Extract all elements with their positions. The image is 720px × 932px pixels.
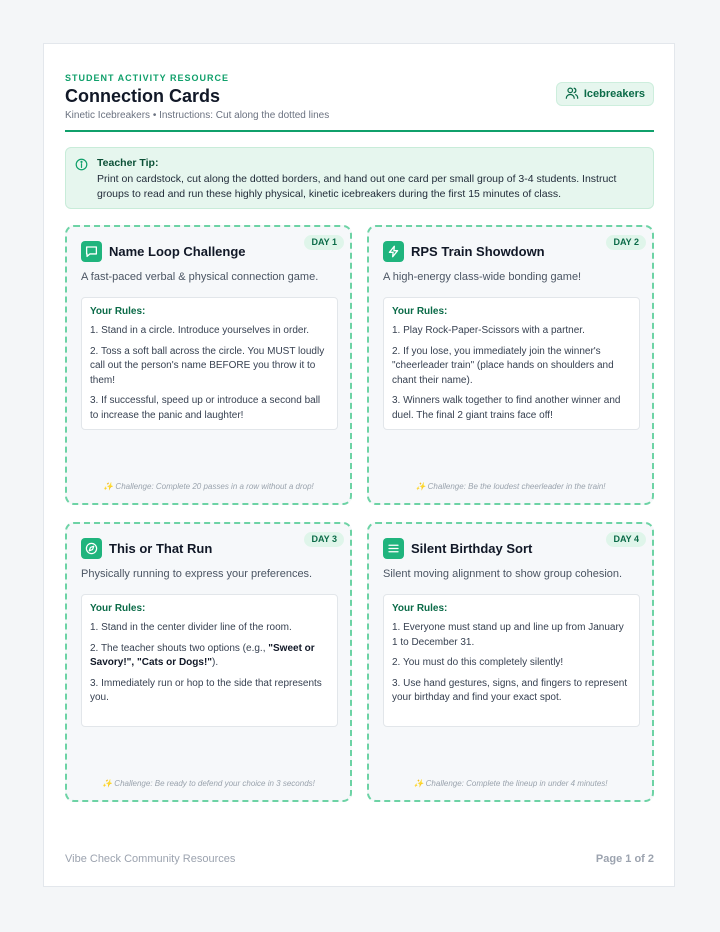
rule-text-end: ). xyxy=(212,657,219,668)
rule-item: 2. If you lose, you immediately join the winner's "cheerleader train" (place hands on shoulders and chant their name). xyxy=(392,345,614,386)
challenge-text: ✨ Challenge: Be ready to defend your choice in 3 seconds! xyxy=(102,779,315,788)
card-title: RPS Train Showdown xyxy=(411,244,545,259)
activity-card-day-3 xyxy=(65,522,352,802)
page-number: Page 1 of 2 xyxy=(595,853,654,865)
rule-item: 1. Stand in the center divider line of the room. xyxy=(90,622,292,633)
info-icon xyxy=(75,158,88,177)
lightning-icon xyxy=(383,241,404,262)
icebreakers-badge xyxy=(556,82,654,106)
rule-item: 2. Toss a soft ball across the circle. You MUST loudly call out the person's name BEFORE you throw it to them! xyxy=(90,345,325,386)
rule-item: 3. If successful, speed up or introduce a second ball to increase the panic and laughter! xyxy=(90,395,321,421)
card-title: This or That Run xyxy=(109,541,213,556)
card-description: Silent moving alignment to show group cohesion. xyxy=(383,568,623,580)
rule-item xyxy=(90,642,329,671)
header-divider xyxy=(65,130,654,132)
users-icon xyxy=(565,86,579,103)
card-description: A high-energy class-wide bonding game! xyxy=(383,271,582,283)
rule-item: 1. Everyone must stand up and line up from January 1 to December 31. xyxy=(392,622,624,648)
card-title: Silent Birthday Sort xyxy=(411,541,533,556)
list-icon xyxy=(383,538,404,559)
rules-title: Your Rules: xyxy=(392,306,448,317)
day-badge: DAY 2 xyxy=(606,235,646,250)
activity-card-day-1 xyxy=(65,225,352,505)
activity-card-day-2 xyxy=(367,225,654,505)
challenge-text: ✨ Challenge: Complete the lineup in under 4 minutes! xyxy=(413,779,608,788)
tip-text: Print on cardstock, cut along the dotted borders, and hand out one card per small group of 3-4 students. Instruct groups to read and run these highly physical, kinetic icebreakers during the first 15 minutes of class. xyxy=(97,172,617,200)
teacher-tip xyxy=(65,147,654,209)
rule-item: 3. Use hand gestures, signs, and fingers to represent your birthday and find your exact spot. xyxy=(392,677,628,703)
rule-item: 1. Stand in a circle. Introduce yourselves in order. xyxy=(90,325,310,336)
chat-icon xyxy=(81,241,102,262)
day-badge: DAY 3 xyxy=(304,532,344,547)
rules-box xyxy=(383,297,640,430)
rules-box xyxy=(81,297,338,430)
rule-text: 2. The teacher shouts two options (e.g., xyxy=(90,642,269,654)
rules-title: Your Rules: xyxy=(90,306,146,317)
card-title: Name Loop Challenge xyxy=(109,244,246,259)
page xyxy=(43,43,675,887)
eyebrow-label: STUDENT ACTIVITY RESOURCE xyxy=(65,73,230,83)
day-badge: DAY 1 xyxy=(304,235,344,250)
rule-item: 1. Play Rock-Paper-Scissors with a partner. xyxy=(392,325,585,336)
challenge-text: ✨ Challenge: Be the loudest cheerleader in the train! xyxy=(415,482,606,491)
tip-title: Teacher Tip: xyxy=(97,157,159,169)
footer-source: Vibe Check Community Resources xyxy=(65,853,236,865)
compass-icon xyxy=(81,538,102,559)
rule-item: 3. Immediately run or hop to the side that represents you. xyxy=(90,677,322,703)
rule-item: 2. You must do this completely silently! xyxy=(392,657,564,668)
rules-title: Your Rules: xyxy=(90,603,146,614)
activity-card-day-4 xyxy=(367,522,654,802)
page-subtitle: Kinetic Icebreakers • Instructions: Cut along the dotted lines xyxy=(65,110,330,121)
day-badge: DAY 4 xyxy=(606,532,646,547)
rules-box xyxy=(383,594,640,727)
challenge-text: ✨ Challenge: Complete 20 passes in a row without a drop! xyxy=(103,482,314,491)
rule-emphasis: "Sweet or Savory!", "Cats or Dogs!" xyxy=(90,642,315,668)
page-title: Connection Cards xyxy=(65,86,221,106)
rule-item: 3. Winners walk together to find another winner and duel. The final 2 giant trains face off! xyxy=(392,395,621,421)
card-description: A fast-paced verbal & physical connection game. xyxy=(81,271,319,283)
rules-title: Your Rules: xyxy=(392,603,448,614)
badge-label: Icebreakers xyxy=(583,88,645,100)
card-description: Physically running to express your preferences. xyxy=(81,568,313,580)
rules-box xyxy=(81,594,338,727)
